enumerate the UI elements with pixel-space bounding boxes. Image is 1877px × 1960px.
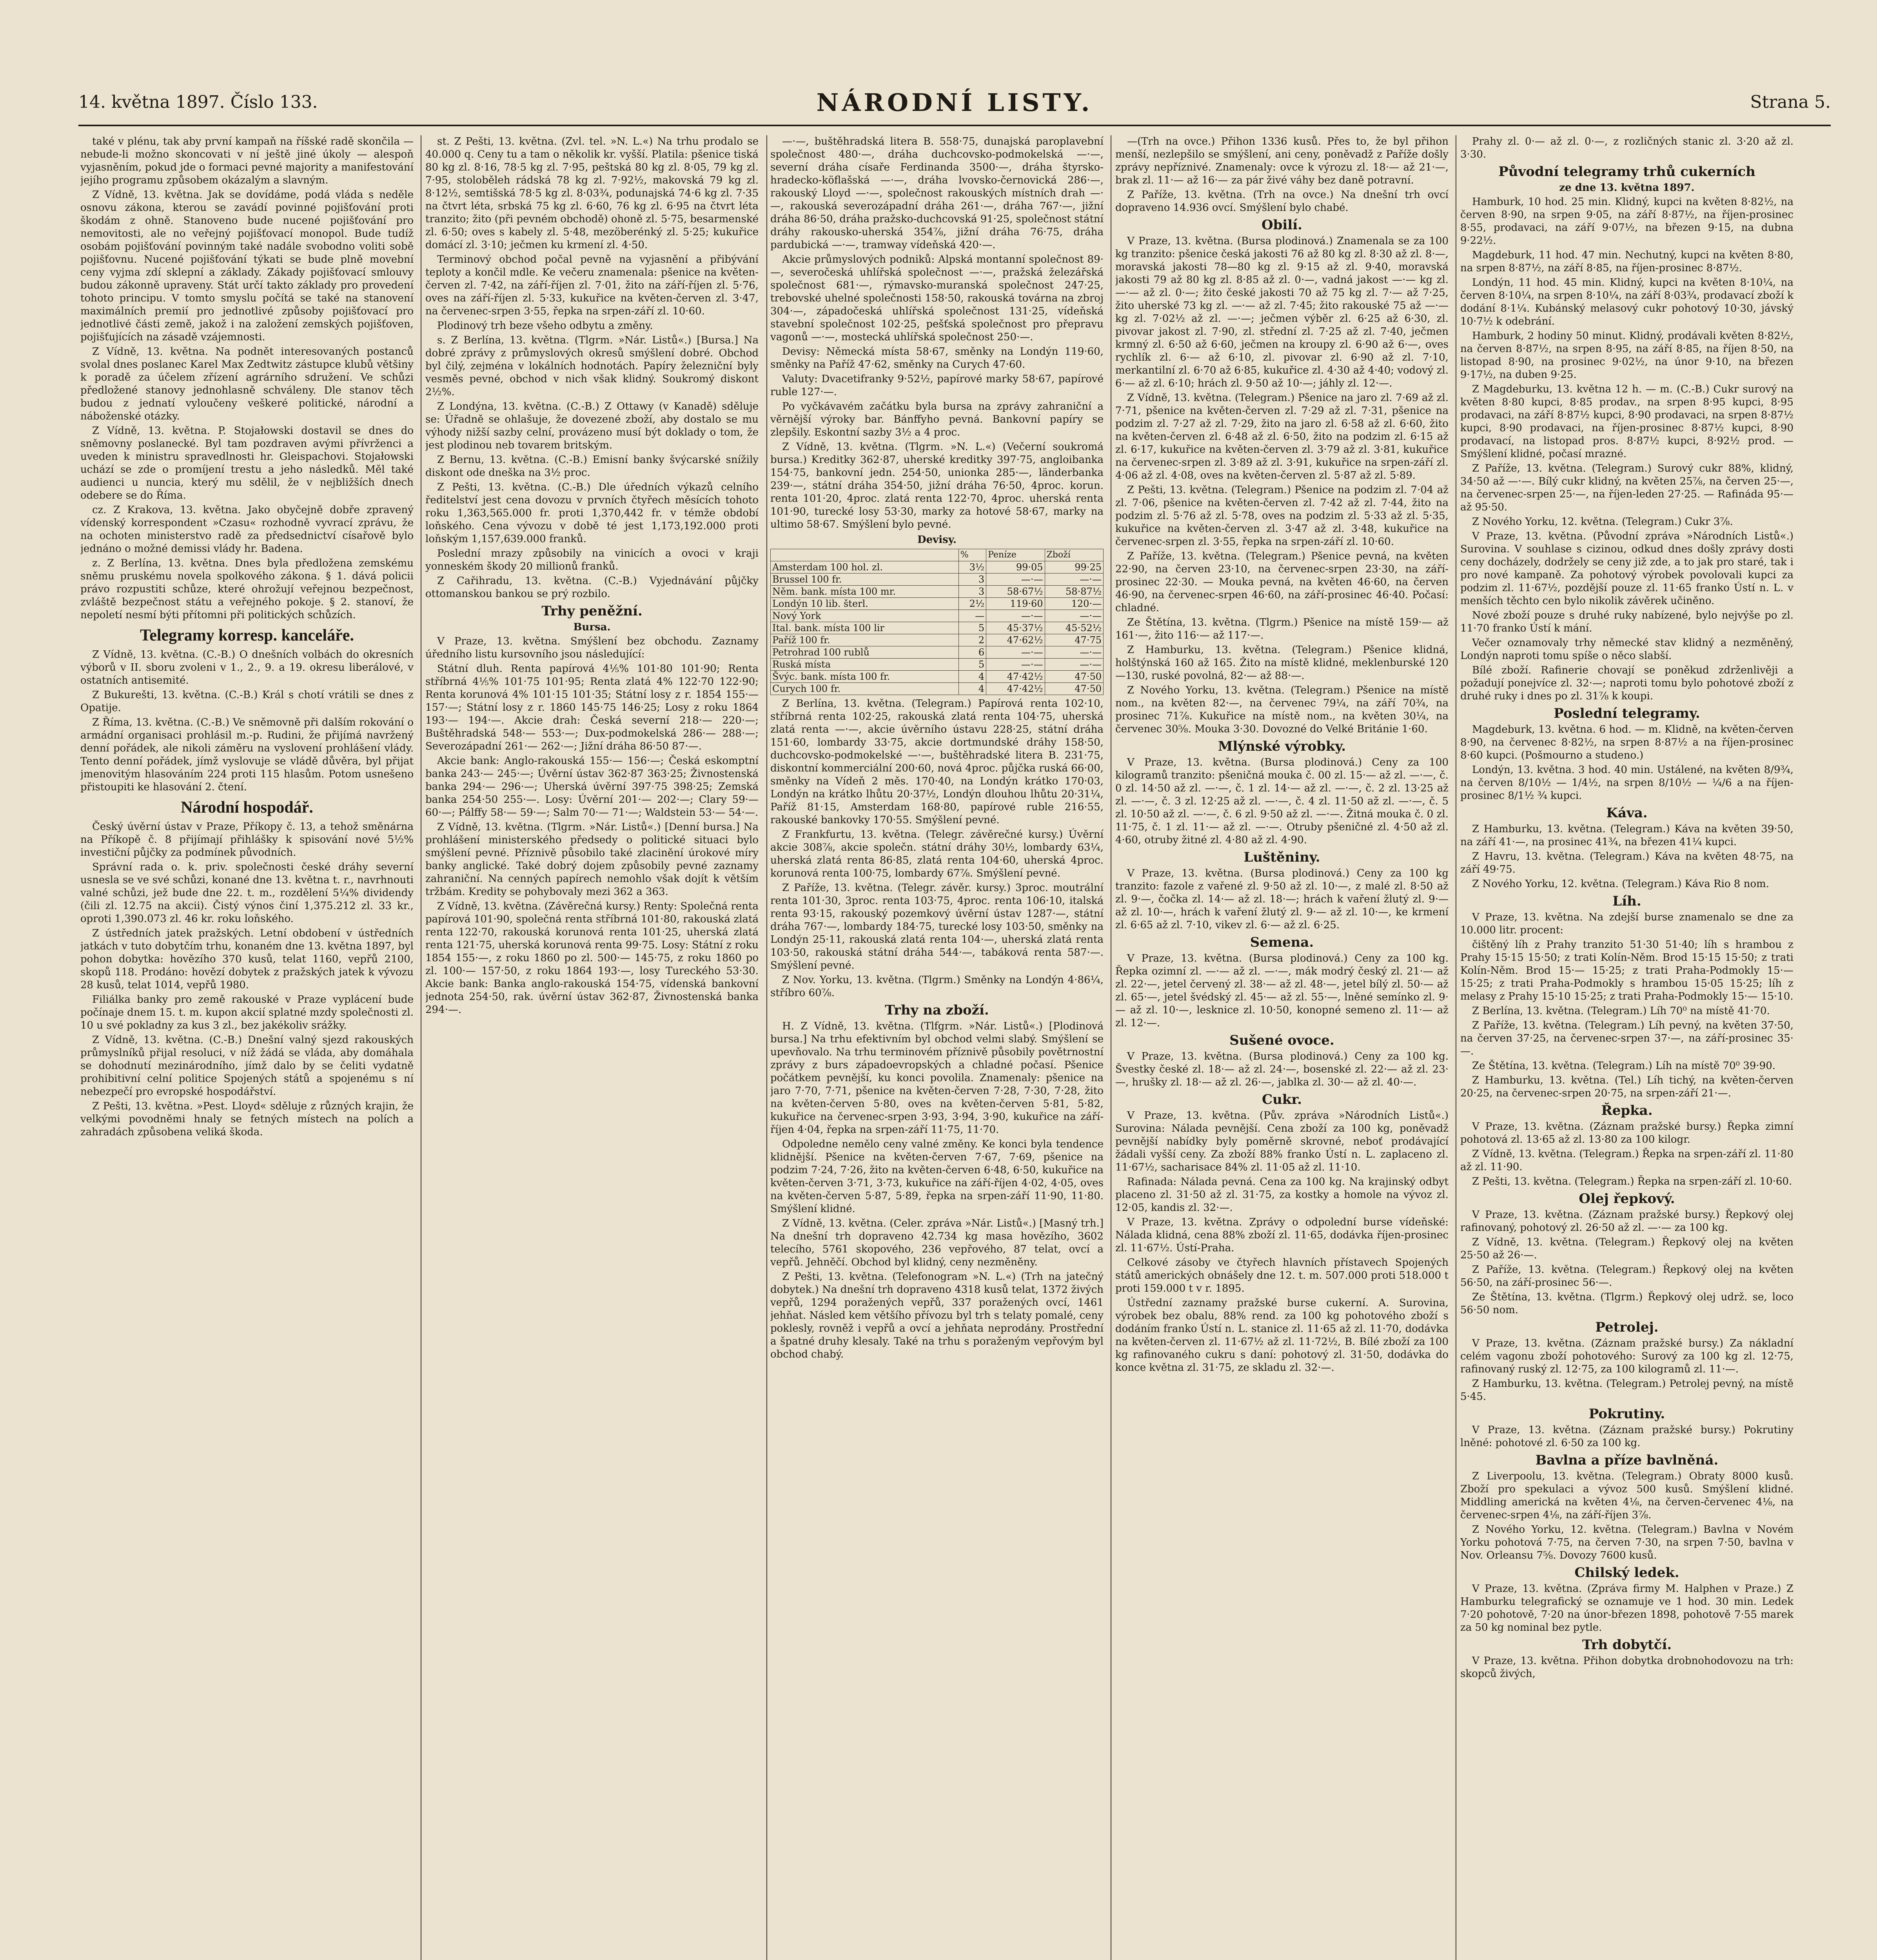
article-paragraph: V Praze, 13. května. Přihon dobytka drobnohodovozu na trh: skopců živých, (1460, 1655, 1793, 1680)
table-cell: 4 (958, 683, 986, 695)
article-paragraph: Z Vídně, 13. května. (Telegram.) Řepkový olej na květen 25·50 až 26·—. (1460, 1236, 1793, 1261)
article-paragraph: Po vyčkávavém začátku byla bursa na zprávy zahraniční a věrnější výroky bar. Bánffyho pevná. Bankovní papíry se zlepšily. Eskontní sazby 3½ a 4 proc. (770, 401, 1104, 438)
section-heading: Národní hospodář. (181, 799, 313, 817)
article-paragraph: Rafinada: Nálada pevná. Cena za 100 kg. Na krajinský odbyt placeno zl. 31·50 až zl. 31·75, za kostky a homole na vývoz zl. 12·05, kandis zl. 32·—. (1115, 1176, 1449, 1214)
article-paragraph: Z Vídně, 13. května. (Telegram.) Pšenice na jaro zl. 7·69 až zl. 7·71, pšenice na květen-červen zl. 7·29 až zl. 7·31, pšenice na podzim zl. 7·27 až zl. 7·29, žito na jaro zl. 6·58 až zl. 6·60, žito na květen-červen zl. 6·48 až zl. 6·50, žito na podzim zl. 6·15 až zl. 6·17, kukuřice na květen-červen zl. 3·79 až zl. 3·81, kukuřice na červenec-srpen zl. 3·89 až zl. 3·91, kukuřice na srpen-září zl. 4·06 až zl. 4·08, oves na květen-červen zl. 5·87 až zl. 5·89. (1115, 392, 1449, 481)
article-paragraph: V Praze, 13. května. (Pův. zpráva »Národních Listů«.) Surovina: Nálada pevnější. Cena zboží za 100 kg, poněvadž pevnější nabídky byly poměrně skrovné, neboť prodávající žádali vyšší ceny. Za zboží 88% franko Ústí n. L. zaplaceno zl. 11·67½, sacharisace 84% zl. 11·05 až zl. 11·10. (1115, 1110, 1449, 1173)
article-paragraph: Z Nového Yorku, 12. května. (Telegram.) Cukr 3⅞. (1472, 516, 1733, 528)
table-row (771, 586, 1104, 598)
article-paragraph: Ze Štětína, 13. května. (Tlgrm.) Řepkový olej udrž. se, loco 56·50 nom. (1460, 1291, 1793, 1316)
table-cell: 45·52½ (1045, 622, 1103, 634)
article-paragraph: Z Londýna, 13. května. (C.-B.) Z Ottawy (v Kanadě) sděluje se: Úřadně se ohlašuje, že dovezené zboží, aby dostalo se mu výhody nižší sazby celní, provázeno musí být doklady o tom, že jest plodinou neb tovarem britským. (425, 401, 759, 451)
section-heading: Mlýnské výrobky. (1218, 739, 1346, 754)
section-heading: Trh dobytčí. (1582, 1637, 1672, 1653)
article-paragraph: V Praze, 13. května. (Bursa plodinová.) Ceny za 100 kg tranzito: fazole z vařené zl. 9·50 až zl. 10·—, z malé zl. 8·50 až zl. 9·—, čočka zl. 14·— až zl. 18·—; hrách k vaření žlutý zl. 9·— až zl. 10·—, hrách k vaření žlutý zl. 9·— až zl. 10·—, ke krmení zl. 6·65 až zl. 7·10, vikev zl. 6·— až zl. 6·25. (1115, 867, 1449, 931)
section-heading: Devisy. (917, 534, 957, 546)
column-3 (770, 135, 1104, 1960)
article-paragraph: Z Vídně, 13. května. (Tlgrm. »N. L.«) (Večerní soukromá bursa.) Kreditky 362·87, uherské kreditky 397·75, angloibanka 154·75, bankovní jedn. 254·50, unionka 285·—, länderbanka 239·—, státní dráha 354·50, jižní dráha 76·50, 4proc. korun. renta 101·20, 4proc. zlatá renta 122·70, 4proc. uherská renta 101·90, turecké losy 53·30, marky za hotové 58·67, marky na ultimo 58·67. Smýšlení bylo pevné. (770, 441, 1104, 530)
section-heading: Káva. (1606, 805, 1648, 821)
article-paragraph: Celkové zásoby ve čtyřech hlavních přístavech Spojených států amerických obnášely dne 12. t. m. 507.000 proti 518.000 t proti 159.000 t v r. 1895. (1115, 1257, 1449, 1294)
article-paragraph: Prahy zl. 0·— až zl. 0·—, z rozličných stanic zl. 3·20 až zl. 3·30. (1460, 136, 1793, 160)
article-paragraph: cz. Z Krakova, 13. května. Jako obyčejně dobře zpravený vídenský korrespondent »Czasu« rozhodně vyvrací zprávu, že na ochoten ministerstvo radě za předsednictví císařově bylo jednáno o možné demissi vlády hr. Badena. (80, 504, 414, 555)
article-paragraph: Bílé zboží. Rafinerie chovají se poněkud zdrženlivěji a požadují ponejvíce zl. 32·—; naproti tomu bylo pohotové zboží z druhé ruky i dnes po zl. 31⅞ k koupi. (1460, 664, 1793, 702)
table-cell: 2½ (958, 598, 986, 610)
column-2 (425, 135, 759, 1960)
article-paragraph: Terminový obchod počal pevně na vyjasnění a přibývání teploty a končil mdle. Ke večeru znamenala: pšenice na květen-červen zl. 7·42, na září-říjen zl. 7·01, žito na září-říjen zl. 5·76, oves na září-říjen zl. 5·33, kukuřice na květen-červen zl. 3·47, na červenec-srpen 3·55, řepka na srpen-září zl. 10·60. (425, 254, 759, 317)
article-paragraph: Z Vídně, 13. května. Jak se dovídáme, podá vláda s neděle osnovu zákona, kterou se zavádí povinné pojišťování proti škodám z ohně. Stanoveno bude nucené pojišťování pro nemovitosti, ale no veřejný pojišťovací monopol. Bude tudíž osobám pojišťování povinným také nadále svobodno voliti sobě pojišťovnu. Nucené pojišťování týkati se bude plně movební ceny vyjma zdí sklepní a základy. Zákady pojišťovací smlouvy budou zákonně upraveny. Stát určí takto základy pro provedení tohoto principu. V tomto smyslu počítá se také na stanovení maximálních premií pro jednotlivé způsoby pojišťovací pro jednotlivé části země, jakož i na založení zemských pojišťoven, pojišťujících na zásadě vzájemnosti. (80, 189, 414, 343)
article-paragraph: Z Berlína, 13. května. (Telegram.) Líh 70⁰ na místě 41·70. (1472, 1005, 1770, 1017)
table-cell: Paříž 100 fr. (771, 634, 959, 646)
section-heading: Olej řepkový. (1579, 1191, 1675, 1207)
table-row (771, 659, 1104, 671)
article-paragraph: Z Nového Yorku, 12. května. (Telegram.) Káva Rio 8 nom. (1472, 878, 1769, 890)
article-paragraph: Z Vídně, 13. května. (Tlgrm. »Nár. Listů«.) [Denní bursa.] Na prohlášení ministerského předsedy o politické situaci bylo smýšlení pevné. Příznivě působilo také zlacinění úrokové míry banky anglické. Také dobrý dojem způsobily pevné zaznamy zahraniční. Na cenných papírech nemohlo však dojít k větším tržbám. Kredity se pohybovaly mezi 362 a 363. (425, 821, 759, 898)
table-row (771, 671, 1104, 683)
table-cell: Curych 100 fr. (771, 683, 959, 695)
table-cell: 47·62½ (986, 634, 1045, 646)
article-paragraph: Z Frankfurtu, 13. května. (Telegr. závěrečné kursy.) Úvěrní akcie 308⅞, akcie společn. státní dráhy 30½, lombardy 63¼, uherská zlatá renta 86·85, zlatá renta 104·60, uherská 4proc. korunová renta 100·75, lombardy 67⅞. Smýšlení pevné. (770, 829, 1104, 879)
article-paragraph: Z Nov. Yorku, 13. května. (Tlgrm.) Směnky na Londýn 4·86¼, stříbro 60⅞. (770, 974, 1104, 999)
table-cell: Švýc. bank. místa 100 fr. (771, 671, 959, 683)
section-heading: Trhy peněžní. (541, 603, 643, 619)
article-paragraph: V Praze, 13. května. (Záznam pražské bursy.) Pokrutiny lněné: pohotové zl. 6·50 za 100 kg. (1460, 1424, 1793, 1449)
table-cell: Brussel 100 fr. (771, 573, 959, 586)
section-heading: Obilí. (1262, 217, 1302, 233)
table-cell: 120·— (1045, 598, 1103, 610)
article-paragraph: Z Vídně, 13. května. Na podnět interesovaných postanců svolal dnes poslanec Karel Max Zedtwitz zástupce klubů většiny k poradě za účelem zřízení agrárního sdružení. Ve schůzi předložené stanovy jednohlasně schváleny. Dle stanov těch budou z jednatí vyloučeny veškeré politické, národní a náboženské otázky. (80, 346, 414, 422)
article-paragraph: —(Trh na ovce.) Přihon 1336 kusů. Přes to, že byl přihon menší, nezlepšilo se smýšlení, ani ceny, poněvadž z Paříže došly zprávy nepříznivé. Znamenaly: ovce k výrozu zl. 18·— až 21·—, brak zl. 11·— až 16·— za pár živé váhy bez daně potravní. (1115, 136, 1449, 186)
article-paragraph: Z Paříže, 13. května. (Telegr. závěr. kursy.) 3proc. moutrální renta 101·30, 3proc. renta 103·75, 4proc. renta 106·10, italská renta 93·15, rakouský pozemkový úvěrní ústav 1287·—, státní dráha 767·—, lombardy 184·75, turecké losy 103·50, směnky na Londýn 25·11, rakouská zlatá renta 104·—, uherská zlatá renta 103·50, rakouská státní dráha 544·—, tabáková renta 587·—. Smýšlení pevné. (770, 882, 1104, 971)
section-heading: Řepka. (1601, 1103, 1653, 1118)
article-paragraph: Devisy: Německá místa 58·67, směnky na Londýn 119·60, směnky na Paříž 47·62, směnky na Curych 47·60. (770, 346, 1104, 370)
article-paragraph: Z Bernu, 13. května. (C.-B.) Emisní banky švýcarské snížily diskont ode dneška na 3½ proc. (425, 454, 759, 479)
article-paragraph: Ze Štětína, 13. května. (Tlgrm.) Pšenice na místě 159·— až 161·—, žito 116·— až 117·—. (1115, 617, 1449, 641)
article-paragraph: V Praze, 13. května. Zprávy o odpolední burse vídeňské: Nálada klidná, cena 88% zboží zl. 11·65, dodávka říjen-prosinec zl. 11·67½. Ústí-Praha. (1115, 1216, 1449, 1254)
article-paragraph: Akcie průmyslových podniků: Alpská montanní společnost 89·—, severočeská uhlířská společnost —·—, pražská železářská společnost 681·—, rýmavsko-muranská společnost 247·25, trebovské uhelné společnosti 158·50, rakouská továrna na zbroj 304·—, západočeská uhlířská společnost 131·25, vídeňská stavební společnost 102·25, pešťská společnost pro přepravu vagonů —·—, mostecká uhlířská společnost 250·—. (770, 254, 1104, 343)
article-paragraph: Z Cařihradu, 13. května. (C.-B.) Vyjednávání půjčky ottomanskou bankou se prý rozbilo. (425, 575, 759, 600)
table-cell: Amsterdam 100 hol. zl. (771, 561, 959, 573)
article-paragraph: Z Hamburku, 13. května. (Telegram.) Petrolej pevný, na místě 5·45. (1460, 1378, 1793, 1403)
section-heading: Luštěniny. (1243, 849, 1320, 865)
table-cell: Petrohrad 100 rublů (771, 646, 959, 659)
table-header-cell (771, 549, 959, 561)
table-cell: —·— (986, 573, 1045, 586)
table-cell: —·— (986, 646, 1045, 659)
currency-table (770, 549, 1104, 695)
table-header-cell: % (958, 549, 986, 561)
article-paragraph: Z ústředních jatek pražských. Letní obdobení v ústředních jatkách v tuto dobytčím trhu, konaném dne 13. května 1897, byl pohon dobytka: hovězího 370 kusů, telat 1160, vepřů 2100, skopů 118. Prodáno: hovězí dobytek z pražských jatek k vývozu 28 kusů, telat 1014, vepřů 1980. (80, 927, 414, 991)
table-cell: —·— (1045, 646, 1103, 659)
table-row (771, 598, 1104, 610)
table-cell: 5 (958, 622, 986, 634)
column-5 (1460, 135, 1793, 1960)
article-paragraph: Hamburk, 2 hodiny 50 minut. Klidný, prodávali květen 8·82½, na červen 8·87½, na srpen 8·95, na září 8·85, na říjen 8·50, na listopad 8·90, na prosinec 9·02½, na únor 9·10, na březen 9·17½, na duben 9·25. (1460, 330, 1793, 381)
article-paragraph: Ústřední zaznamy pražské burse cukerní. A. Surovina, výrobek bez obalu, 88% rend. za 100 kg pohotového zboží s dodáním franko Ústí n. L. stanice zl. 11·65 až zl. 11·70, dodávka na květen-červen zl. 11·67½ až zl. 11·72½, B. Bílé zboží za 100 kg rafinovaného cukru s daní: pohotový zl. 31·50, dodávka do konce května zl. 31·75, ze skladu zl. 32·—. (1115, 1297, 1449, 1374)
article-paragraph: Státní dluh. Renta papírová 4⅕% 101·80 101·90; Renta stříbrná 4⅕% 101·75 101·95; Renta zlatá 4% 122·70 122·90; Renta korunová 4% 101·15 101·35; Státní losy z r. 1854 155·— 157·—; Státní losy z r. 1860 145·75 146·25; Losy z roku 1864 193·— 194·—. Akcie drah: Česká severní 218·— 220·—; Buštěhradská 548·— 553·—; Dux-podmokelská 286·— 288·—; Severozápadní 261·— 262·—; Jižní dráha 86·50 87·—. (425, 663, 759, 752)
article-paragraph: Z Magdeburku, 13. května 12 h. — m. (C.-B.) Cukr surový na květen 8·80 kupci, 8·85 prodav., na srpen 8·95 kupci, 8·95 prodavaci, na září 8·87½ kupci, 8·90 prodavaci, na srpen 8·87½ kupci, 8·90 prodavaci, na říjen-prosinec 8·87½ kupci, 8·90 prodavací, na listopad pros. 8·87½ kupci, 8·92½ prod. — Smýšlení klidné, počasí mrazné. (1460, 383, 1793, 460)
table-cell: 47·42½ (986, 683, 1045, 695)
article-paragraph: Z Vídně, 13. května. P. Stojałowski dostavil se dnes do sněmovny poslanecké. Byl tam pozdraven avými přívrženci a uveden k ministru spravedlnosti hr. Gleispachovi. Stojałowski uchází se zde o promíjení trestu a jeho následků. Měl také audienci u nuncia, který mu sdělil, že v nejbližších dnech odebere se do Říma. (80, 425, 414, 501)
page-number: Strana 5. (1750, 92, 1831, 112)
article-paragraph: Z Hamburku, 13. května. (Telegram.) Pšenice klidná, holštýnská 160 až 165. Žito na místě klidné, meklenburské 120—130, ruské povolná, 82·— až 88·—. (1115, 644, 1449, 682)
table-cell: 45·37½ (986, 622, 1045, 634)
table-cell: —·— (1045, 659, 1103, 671)
article-paragraph: Nové zboží pouze s druhé ruky nabízené, bylo nejvýše po zl. 11·70 franko Ústí k mání. (1460, 610, 1793, 634)
table-cell: —·— (986, 610, 1045, 622)
article-paragraph: Z Pešti, 13. května. »Pest. Lloyd« sděluje z různých krajin, že velkými povodněmi hnaly se fetných místech na polích a zahradách způsobena veliká škoda. (80, 1100, 414, 1138)
section-heading: Líh. (1612, 893, 1641, 909)
article-paragraph: V Praze, 13. května. (Záznam pražské bursy.) Za nákladní celém vagonu zboží pohotového: Surový za 100 kg zl. 12·75, rafinovaný ruský zl. 12·75, za 100 kilogramů zl. 11·—. (1460, 1338, 1793, 1375)
article-paragraph: Z Paříže, 13. května. (Telegram.) Pšenice pevná, na květen 22·90, na červen 23·10, na červenec-srpen 23·30, na září-prosinec 22·30. — Mouka pevná, na květen 46·60, na červen 46·90, na červenec-srpen 46·60, na září-prosinec 46·40. Počasí: chladné. (1115, 550, 1449, 614)
article-paragraph: Český úvěrní ústav v Praze, Příkopy č. 13, a tehož směnárna na Příkopě č. 8 přijímají přihlášky k spisování nové 5½% investiční půjčky za podmínek původních. (80, 821, 414, 858)
table-cell: 3½ (958, 561, 986, 573)
table-cell: 99·25 (1045, 561, 1103, 573)
article-paragraph: V Praze, 13. května. (Záznam pražské bursy.) Řepka zimní pohotová zl. 13·65 až zl. 13·80 za 100 kilogr. (1460, 1121, 1793, 1145)
table-cell: 5 (958, 659, 986, 671)
table-cell: 58·67½ (986, 586, 1045, 598)
section-heading: Poslední telegramy. (1554, 706, 1700, 721)
article-paragraph: V Praze, 13. května. (Původní zpráva »Národních Listů«.) Surovina. V souhlase s cizinou, odkud dnes došly zprávy dosti ceny docházely, dodržely se ceny již zde, a to jak pro staré, tak i pro nové kampaně. Za pohotový výrobek povolovali kupci za podzim zl. 11·67½, pozdější pouze zl. 11·65 franko Ústí n. L. v menších těchto cen bylo nikolik závěrek učiněno. (1460, 530, 1793, 607)
table-cell: 47·75 (1045, 634, 1103, 646)
table-cell: 2 (958, 634, 986, 646)
section-heading: Sušené ovoce. (1229, 1033, 1334, 1048)
article-paragraph: Valuty: Dvacetifranky 9·52½, papírové marky 58·67, papírové ruble 127·—. (770, 373, 1104, 398)
table-cell: 3 (958, 586, 986, 598)
table-cell: —·— (986, 659, 1045, 671)
article-paragraph: Z Pešti, 13. května. (C.-B.) Dle úředních výkazů celního ředitelství jest cena dovozu v prvních čtyřech měsících tohoto roku 1,363,565.000 fr. proti 1,370,442 fr. v témže období loňského. Cena vývozu v době té jest 1,173,192.000 proti loňským 1,157,639.000 franků. (425, 481, 759, 545)
article-paragraph: Z Pešti, 13. května. (Telegram.) Řepka na srpen-září zl. 10·60. (1472, 1176, 1792, 1187)
article-paragraph: V Praze, 13. května. Smýšlení bez obchodu. Zaznamy úředního listu kursovního jsou následující: (425, 635, 759, 660)
table-cell: — (958, 610, 986, 622)
article-paragraph: Ze Štětína, 13. května. (Telegram.) Líh na místě 70⁰ 39·90. (1472, 1060, 1776, 1072)
article-paragraph: Správní rada o. k. priv. společnosti české dráhy severní usnesla se ve své schůzi, konané dne 13. května t. r., navrhnouti valné schůzi, jež bude dne 22. t. m., rozdělení 5¼% dividendy (čili zl. 12.75 na akcii). Čistý výnos činí 1,375.212 zl. 33 kr., oproti 1,390.073 zl. 46 kr. roku loňského. (80, 861, 414, 925)
section-heading: Telegramy korresp. kanceláře. (140, 626, 354, 644)
section-heading: Petrolej. (1595, 1319, 1659, 1335)
table-row (771, 646, 1104, 659)
table-header-row (771, 549, 1104, 561)
section-heading: Trhy na zboží. (885, 1002, 989, 1018)
table-row (771, 622, 1104, 634)
section-heading: Cukr. (1262, 1092, 1302, 1107)
table-cell: Něm. bank. místa 100 mr. (771, 586, 959, 598)
masthead-title: NÁRODNÍ LISTY. (816, 88, 1093, 117)
article-paragraph: —·—, buštěhradská litera B. 558·75, dunajská paroplavební společnost 480·—, dráha duchcovsko-podmokelská —·—, severní dráha císaře Ferdinanda 3500·—, dráha štyrsko-hradecko-köflašská —·—, dráha lvovsko-černovická 286·—, rakouský Lloyd —·—, společnost rakouských místních drah —·—, rakouská severozápadní dráha 261·—, dráha 767·—, jižní dráha 86·50, dráha pražsko-duchcovská 91·25, společnost státní dráhy rakousko-uherská 354⅞, jižní dráha 76·75, dráha pardubická —·—, tramway vídeňská 420·—. (770, 136, 1104, 251)
article-paragraph: Z Hamburku, 13. května. (Tel.) Líh tichý, na květen-červen 20·25, na červenec-srpen 20·75, na srpen-září 21·—. (1460, 1074, 1793, 1099)
section-heading: Bursa. (573, 621, 611, 633)
table-cell: 99·05 (986, 561, 1045, 573)
table-row (771, 683, 1104, 695)
article-paragraph: Z Vídně, 13. května. (Celer. zpráva »Nár. Listů«.) [Masný trh.] Na dnešní trh dopraveno 42.734 kg masa hovězího, 3602 telecího, 5761 skopového, 236 vepřového, 87 telat, ovcí a vepřů. Jehněčí. Obchod byl klidný, ceny nezměněny. (770, 1218, 1104, 1268)
article-paragraph: Z Nového Yorku, 13. května. (Telegram.) Pšenice na místě nom., na květen 82·—, na červenec 79¼, na září 70¾, na prosinec 71⅞. Kukuřice na místě nom., na květen 30¼, na červenec 30⅝. Mouka 3·30. Dovozné do Velké Británie 1·60. (1115, 684, 1449, 735)
article-paragraph: Hamburk, 10 hod. 25 min. Klidný, kupci na květen 8·82½, na červen 8·90, na srpen 9·05, na září 8·87½, na říjen-prosinec 8·55, prodavaci, na září 9·07½, na březen 9·15, na dubna 9·22½. (1460, 196, 1793, 247)
article-paragraph: V Praze, 13. května. (Bursa plodinová.) Ceny za 100 kg. Švestky české zl. 18·— až zl. 24·—, bosenské zl. 22·— až zl. 23·—, hrušky zl. 18·— až zl. 26·—, jablka zl. 30·— až zl. 40·—. (1115, 1051, 1449, 1088)
table-cell: 119·60 (986, 598, 1045, 610)
table-cell: 4 (958, 671, 986, 683)
article-paragraph: Z Paříže, 13. května. (Telegram.) Řepkový olej na květen 56·50, na září-prosinec 56·—. (1460, 1264, 1793, 1289)
article-paragraph: Z Hamburku, 13. května. (Telegram.) Káva na květen 39·50, na září 41·—, na prosinec 41¾, na březen 41¼ kupci. (1460, 823, 1793, 848)
article-paragraph: Londýn, 11 hod. 45 min. Klidný, kupci na květen 8·10¼, na červen 8·10¼, na srpen 8·10¼, na září 8·03¾, prodavací zboží k dodání 8·1¼. Kubánský melasový cukr pohotový 10·30, jávský 10·7½ k odebrání. (1460, 277, 1793, 327)
article-paragraph: V Praze, 13. května. (Zpráva firmy M. Halphen v Praze.) Z Hamburku telegrafický se oznamuje ve 1 hod. 30 min. Ledek 7·20 pohotově, 7·20 na únor-březen 1898, pohotově 7·55 marek za 50 kg nominal bez pytle. (1460, 1583, 1793, 1633)
article-paragraph: V Praze, 13. května. (Bursa plodinová.) Ceny za 100 kilogramů tranzito: pšeničná mouka č. 00 zl. 15·— až zl. —·—, č. 0 zl. 14·50 až zl. —·—, č. 1 zl. 14·— až zl. —·—, č. 2 zl. 13·25 až zl. —·—, č. 3 zl. 12·25 až zl. —·—, č. 4 zl. 11·50 až zl. —·—, č. 5 zl. 10·50 až zl. —·—, č. 6 zl. 9·50 až zl. —·—. Žitná mouka č. 0 zl. 11·75, č. 1 zl. 11·— až zl. —·—. Otruby pšeničné zl. 4·50 až zl. 4·60, otruby žitné zl. 4·80 až zl. 4·90. (1115, 757, 1449, 846)
table-cell: 47·42½ (986, 671, 1045, 683)
article-paragraph: Z Vídně, 13. května. (C.-B.) Dnešní valný sjezd rakouských průmyslníků přijal resoluci, v níž žádá se vláda, aby domáhala se dohodnutí mezinárodního, jímž dalo by se čeliti vydatně prohibitivní celní politice Spojených států a spojenému s ní nebezpečí pro evropské hospodářství. (80, 1034, 414, 1098)
table-cell: 47·50 (1045, 671, 1103, 683)
article-paragraph: čištěný líh z Prahy tranzito 51·30 51·40; líh s hrambou z Prahy 15·15 15·50; z trati Kolín-Něm. Brod 15·15 15·50; z trati Kolín-Něm. Brod 15·— 15·25; z trati Praha-Podmokly 15·— 15·25; z trati Praha-Podmokly s hrambou 15·05 15·25; líh z melasy z Prahy 15·10 15·25; z trati Praha-Podmokly 15·— 15·10. (1460, 939, 1793, 1002)
article-paragraph: Z Vídně, 13. května. (Telegram.) Řepka na srpen-září zl. 11·80 až zl. 11·90. (1460, 1148, 1793, 1173)
table-cell: 3 (958, 573, 986, 586)
article-paragraph: také v plénu, tak aby první kampaň na říšské radě skončila — nebude-li možno skoncovati v ní ještě jiné úkoly — alespoň vyjasněním, pokud jde o formaci pevné majority a manifestování jejího programu způsobem okázalým a slavným. (80, 136, 414, 186)
article-paragraph: Z Paříže, 13. května. (Trh na ovce.) Na dnešní trh ovcí dopraveno 14.936 ovcí. Smýšlení bylo chabé. (1115, 189, 1449, 214)
article-paragraph: Poslední mrazy způsobily na vinicích a ovoci v kraji yonneském škody 20 millionů franků. (425, 548, 759, 572)
article-paragraph: Z Paříže, 13. května. (Telegram.) Líh pevný, na květen 37·50, na červen 37·25, na červenec-srpen 37·—, na září-prosinec 35·—. (1460, 1020, 1793, 1057)
section-heading: Semena. (1250, 935, 1314, 950)
table-cell: Londýn 10 lib. šterl. (771, 598, 959, 610)
table-header-cell: Peníze (986, 549, 1045, 561)
table-header-cell: Zboží (1045, 549, 1103, 561)
article-paragraph: Z Bukurešti, 13. května. (C.-B.) Král s chotí vrátili se dnes z Opatije. (80, 689, 414, 714)
article-paragraph: Z Havru, 13. května. (Telegram.) Káva na květen 48·75, na září 49·75. (1460, 851, 1793, 875)
article-paragraph: z. Z Berlína, 13. května. Dnes byla předložena zemskému sněmu pruskému novela spolkového zákona. § 1. dává policii právo rozpustiti schůze, které ohrožují veřejnou bezpečnost, zvláště bezpečnost státu a veřejného pokoje. § 2. stanoví, že nepoletí nesmí býti přítomni při politických schůzích. (80, 557, 414, 621)
table-row (771, 561, 1104, 573)
article-paragraph: Londýn, 13. května. 3 hod. 40 min. Ustálené, na květen 8/9¾, na červen 8/10½ — 1/4½, na srpen 8/10½ — ¼/6 a na říjen-prosinec 8/1½ ¾ kupci. (1460, 764, 1793, 802)
table-cell: 47·50 (1045, 683, 1103, 695)
table-row (771, 610, 1104, 622)
article-paragraph: H. Z Vídně, 13. května. (Tlfgrm. »Nár. Listů«.) [Plodinová bursa.] Na trhu efektivním byl obchod velmi slabý. Smýšlení se upevňovalo. Na trhu terminovém příznivě působily povětrnostní zprávy z burs západoevropských a chladné počasí. Pšenice počátkem pevnější, ku konci povolila. Znamenaly: pšenice na jaro 7·70, 7·71, pšenice na květen-červen 7·28, 7·30, 7·28, žito na květen-červen 5·80, oves na květen-červen 5·81, 5·82, kukuřice na červenec-srpen 3·93, 3·94, 3·90, kukuřice na září-říjen 4·04, řepka na srpen-září 11·75, 11·70. (770, 1020, 1104, 1136)
article-paragraph: Magdeburk, 11 hod. 47 min. Nechutný, kupci na květen 8·80, na srpen 8·87½, na září 8·85, na říjen-prosinec 8·87½. (1460, 249, 1793, 274)
column-1 (80, 135, 414, 1960)
table-cell: Ruská místa (771, 659, 959, 671)
article-paragraph: Z Liverpoolu, 13. května. (Telegram.) Obraty 8000 kusů. Zboží pro spekulaci a vývoz 500 kusů. Smýšlení klidné. Middling americká na květen 4⅛, na červen-červenec 4⅛, na červenec-srpen 4⅛, na září-říjen 3⅞. (1460, 1470, 1793, 1521)
section-heading: Pokrutiny. (1588, 1406, 1665, 1422)
article-paragraph: V Praze, 13. května. (Bursa plodinová.) Znamenala se za 100 kg tranzito: pšenice česká jakosti 76 až 80 kg zl. 8·30 až zl. 8·—, moravská jakosti 78—80 kg zl. 9·15 až zl. 9·40, moravská jakosti 79 až 80 kg zl. 8·85 až zl. 0·—, vadná jakost —·— kg zl. —·— až zl. 0·—; žito české jakosti 70 až 75 kg zl. 7·— až 7·25, žito uherské 73 kg zl. —·— až zl. 7·45; žito rakouské 75 až —·— kg zl. 7·02½ až zl. —·—; ječmen výběr zl. 6·25 až 6·30, zl. pivovar jakost zl. 7·90, zl. střední zl. 7·25 až zl. 7·40, ječmen krmný zl. 6·50 až 6·60, ječmen na kroupy zl. 6·90 až 6·—, oves rychlík zl. 6·— až 6·10, zl. pivovar zl. 6·90 až zl. 7·10, merkantilní zl. 6·70 až 6·85, kukuřice zl. 4·30 až 4·40; vodový zl. 6·— až zl. 6·10; hrách zl. 9·50 až 10·—; jáhly zl. 12·—. (1115, 235, 1449, 389)
article-paragraph: Z Vídně, 13. května. (C.-B.) O dnešních volbách do okresních výborů v II. sboru zvoleni v 1., 2., 9. a 19. okresu liberálové, v ostatních antisemité. (80, 649, 414, 686)
issue-date: 14. května 1897. Číslo 133. (78, 92, 318, 112)
column-4 (1115, 135, 1449, 1960)
page-header (78, 88, 1831, 123)
table-cell: Nový York (771, 610, 959, 622)
section-heading: ze dne 13. května 1897. (1559, 182, 1695, 194)
article-paragraph: Z Vídně, 13. května. (Závěrečná kursy.) Renty: Společná renta papírová 101·90, společná renta stříbrná 101·80, rakouská zlatá renta 122·70, rakouská korunová renta 101·25, uherská zlatá renta 121·75, uherská korunová renta 99·75. Losy: Státní z roku 1854 155·—, z roku 1860 po zl. 500·— 145·75, z roku 1860 po zl. 100·— 157·50, z roku 1864 193·—, losy Tureckého 53·30. Akcie bank: Banka anglo-rakouská 154·75, vídenská bankovní jednota 254·50, rak. úvěrní ústav 362·87, Živnostenská banka 294·—. (425, 900, 759, 1016)
article-paragraph: Odpoledne nemělo ceny valné změny. Ke konci byla tendence klidnější. Pšenice na květen-červen 7·67, 7·69, pšenice na podzim 7·24, 7·26, žito na květen-červen 6·48, 6·50, kukuřice na květen-červen 3·71, 3·73, kukuřice na září-říjen 4·02, 4·05, oves na květen-červen 5·87, 5·89, řepka na srpen-září 11·90, 11·80. Smýšlení klidné. (770, 1138, 1104, 1215)
article-paragraph: Večer oznamovaly trhy německé stav klidný a nezměněný, Londýn naproti tomu spíše o něco slabší. (1460, 637, 1793, 662)
table-cell: 58·87½ (1045, 586, 1103, 598)
table-cell: —·— (1045, 610, 1103, 622)
table-cell: —·— (1045, 573, 1103, 586)
article-paragraph: Akcie bank: Anglo-rakouská 155·— 156·—; Česká eskomptní banka 243·— 245·—; Úvěrní ústav 362·87 363·25; Živnostenská banka 294·— 296·—; Uherská úvěrní 397·75 398·25; Zemská banka 254·50 255·—. Losy: Úvěrní 201·— 202·—; Clary 59·— 60·—; Pálffy 58·— 59·—; Salm 70·— 71·—; Waldstein 53·— 54·—. (425, 755, 759, 818)
table-row (771, 634, 1104, 646)
article-paragraph: V Praze, 13. května. Na zdejší burse znamenalo se dne za 10.000 litr. procent: (1460, 911, 1793, 936)
article-paragraph: Z Paříže, 13. května. (Telegram.) Surový cukr 88%, klidný, 34·50 až —·—. Bílý cukr klidný, na květen 25⅞, na červen 25·—, na červenec-srpen 25·—, na říjen-leden 27·25. — Rafináda 95·— až 95·50. (1460, 463, 1793, 513)
article-paragraph: st. Z Pešti, 13. května. (Zvl. tel. »N. L.«) Na trhu prodalo se 40.000 q. Ceny tu a tam o několik kr. vyšší. Platila: pšenice tiská 80 kg zl. 8·16, 78·5 kg zl. 7·95, peštská 80 kg zl. 8·05, 79 kg zl. 7·95, stoloběleh rádská 78 kg zl. 7·92½, makovská 79 kg zl. 8·12½, semtišská 78·5 kg zl. 8·03¾, podunajská 74·6 kg zl. 7·35 na čtvrt léta, srbská 75 kg zl. 6·60, 76 kg zl. 6·95 na čtvrt léta tranzito; žito (při pevném obchodě) ohoně zl. 5·75, besarmenské zl. 6·50; oves s kabely zl. 5·48, mezöberénký zl. 5·25; kukuřice domácí zl. 3·10; ječmen ku krmení zl. 4·50. (425, 136, 759, 251)
article-paragraph: V Praze, 13. května. (Bursa plodinová.) Ceny za 100 kg. Řepka ozimní zl. —·— až zl. —·—, mák modrý český zl. 21·— až zl. 22·—, jetel červený zl. 38·— až zl. 48·—, jetel bílý zl. 50·— až zl. 65·—, jetel švédský zl. 45·— až zl. 55·—, lněné semínko zl. 9·— až zl. 10·—, lesknice zl. 10·50, konopné semeno zl. 11·— až zl. 12·—. (1115, 953, 1449, 1029)
article-paragraph: Z Říma, 13. května. (C.-B.) Ve sněmovně při dalším rokování o armádní organisaci prohlásil m.-p. Rudini, že přijímá navržený denní pořádek, ale nikoli záměru na vyslovení prohlášení vlády. Tento denní pořádek, jímž vyslovuje se vládě důvěra, byl přijat jmenovitým hlasováním 224 proti 115 hlasům. Potom usnešeno přistoupiti ke hlasování 2. čtení. (80, 717, 414, 793)
article-paragraph: s. Z Berlína, 13. května. (Tlgrm. »Nár. Listů«.) [Bursa.] Na dobré zprávy z průmyslových okresů smýšlení dobré. Obchod byl čilý, zejména v lokálních hodnotách. Papíry železniční byly vesměs pevné, obchod v nich však klidný. Soukromý diskont 2½%. (425, 334, 759, 398)
table-cell: Ital. bank. místa 100 lir (771, 622, 959, 634)
article-paragraph: Z Berlína, 13. května. (Telegram.) Papírová renta 102·10, stříbrná renta 102·25, rakouská zlatá renta 104·75, uherská zlatá renta —·—, akcie úvěrního ústavu 228·25, státní dráha 151·60, lombardy 33·75, akcie dortmundské dráhy 158·50, duchcovsko-podmokelské —·—, buštěhradské litera B. 231·75, diskontní kommerciální 200·60, nová 4proc. půjčka ruská 66·00, směnky na Vídeň 2 měs. 170·40, na Londýn krátko 170·03, Londýn na krátko lhůtu 20·37½, Londýn dlouhou lhůtu 20·31¼, Paříž 81·15, Amsterdam 168·80, papírové ruble 216·55, rakouské bankovky 170·55. Smýšlení pevné. (770, 698, 1104, 826)
article-paragraph: Z Pešti, 13. května. (Telegram.) Pšenice na podzim zl. 7·04 až zl. 7·06, pšenice na květen-červen zl. 7·42 až zl. 7·44, žito na podzim zl. 5·76 až zl. 5·78, oves na podzim zl. 5·33 až zl. 5·35, kukuřice na květen-červen zl. 3·47 až zl. 3·48, kukuřice na červenec-srpen zl. 3·55, řepka na srpen-září zl. 10·60. (1115, 484, 1449, 548)
section-heading: Bavlna a příze bavlněná. (1535, 1452, 1719, 1468)
article-paragraph: Magdeburk, 13. května. 6 hod. — m. Klidně, na květen-červen 8·90, na červenec 8·82½, na srpen 8·87½ a na říjen-prosinec 8·60 kupci. (Pošmourno a studeno.) (1460, 724, 1793, 761)
article-paragraph: Filiálka banky pro země rakouské v Praze vyplácení bude počínaje dnem 15. t. m. kupon akcií splatné mzdy společnosti zl. 10 u své pokladny za kus 3 zl., bez jakékoliv srážky. (80, 994, 414, 1031)
table-row (771, 573, 1104, 586)
article-paragraph: Z Pešti, 13. května. (Telefonogram »N. L.«) (Trh na jatečný dobytek.) Na dnešní trh dopraveno 4318 kusů telat, 1372 živých vepřů, 1294 poražených vepřů, 337 poražených ovcí, 1461 jehňat. Násled kem většího přívozu byl trh s telaty pomalé, ceny poklesly, rovněž i vepřů a ovcí a jehňata neprodány. Prostřední a špatné druhy klesaly. Také na trhu s poraženým vepřovým byl obchod chabý. (770, 1271, 1104, 1360)
header-rule (78, 125, 1831, 126)
section-heading: Původní telegramy trhů cukerních (1498, 164, 1755, 180)
section-heading: Chilský ledek. (1574, 1565, 1679, 1581)
column-divider (766, 135, 767, 1960)
table-cell: 6 (958, 646, 986, 659)
article-paragraph: Z Nového Yorku, 12. května. (Telegram.) Bavlna v Novém Yorku pohotová 7·75, na červen 7·30, na srpen 7·50, bavlna v Nov. Orleansu 7⅝. Dovozy 7600 kusů. (1460, 1524, 1793, 1561)
article-paragraph: V Praze, 13. května. (Záznam pražské bursy.) Řepkový olej rafinovaný, pohotový zl. 26·50 až zl. —·— za 100 kg. (1460, 1209, 1793, 1234)
article-paragraph: Plodinový trh beze všeho odbytu a změny. (437, 320, 653, 332)
